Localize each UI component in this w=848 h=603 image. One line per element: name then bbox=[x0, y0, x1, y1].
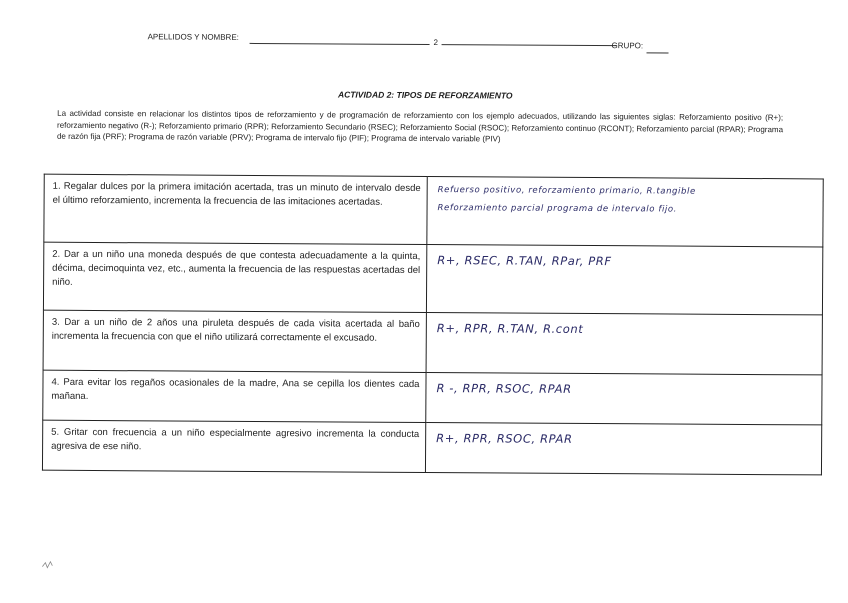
answer-cell bbox=[426, 245, 822, 315]
table-row bbox=[42, 420, 821, 475]
handwritten-answer: R+, RPR, R.TAN, R.cont bbox=[436, 321, 584, 336]
handwritten-answer: Reforzamiento parcial programa de intervalo fijo. bbox=[437, 203, 678, 215]
handwritten-answer: R+, RPR, RSOC, RPAR bbox=[436, 431, 573, 446]
question-cell: 2. Dar a un niño una moneda después de que contesta adecuadamente a la quinta, décima, decimoquinta vez, etc., aumenta la frecuencia de las respuestas acertadas del niño. bbox=[43, 242, 426, 312]
question-cell: 3. Dar a un niño de 2 años una piruleta después de cada visita acertada al baño incrementa la frecuencia con que el niño utilizará correctamente el excusado. bbox=[43, 310, 426, 372]
instructions: La actividad consiste en relacionar los distintos tipos de reforzamiento y de programación de reforzamiento con los ejemplo adecuados, utilizando las siguientes siglas: Reforzamiento positivo (R+); reforzamiento negativo (R-); Reforzamiento primario (RPR); Reforzamiento Secundario (RSEC); Reforzamiento Social (RSOC); Reforzamiento continuo (RCONT); Reforzamiento parcial (RPAR); Programa de razón fija (PRF); Programa de razón variable (PRV); Programa de intervalo fijo (PIF); Programa de intervalo variable (PIV) bbox=[56, 108, 784, 144]
question-cell: 1. Regalar dulces por la primera imitación acertada, tras un minuto de intervalo desde el último reforzamiento, incrementa la frecuencia de las imitaciones acertadas. bbox=[44, 174, 427, 244]
table-row bbox=[43, 370, 822, 425]
group-label: GRUPO: bbox=[611, 41, 644, 51]
margin-scribble bbox=[40, 558, 54, 572]
table-row bbox=[43, 242, 822, 315]
answer-cell bbox=[426, 313, 822, 375]
page-number: 2 bbox=[433, 38, 439, 48]
table-row bbox=[44, 174, 823, 247]
answer-cell bbox=[427, 177, 823, 247]
table-row bbox=[43, 310, 822, 375]
answer-cell bbox=[426, 373, 822, 425]
activity-title: ACTIVIDAD 2: TIPOS DE REFORZAMIENTO bbox=[337, 89, 513, 101]
handwritten-answer: R -, RPR, RSOC, RPAR bbox=[436, 381, 572, 396]
handwritten-answer: R+, RSEC, R.TAN, RPar, PRF bbox=[437, 253, 612, 269]
name-line bbox=[250, 43, 430, 45]
group-line bbox=[647, 52, 669, 53]
question-cell: 4. Para evitar los regaños ocasionales de la madre, Ana se cepilla los dientes cada mañana. bbox=[43, 370, 426, 422]
question-cell: 5. Gritar con frecuencia a un niño especialmente agresivo incrementa la conducta agresiva de ese niño. bbox=[42, 420, 425, 472]
name-label: APELLIDOS Y NOMBRE: bbox=[147, 32, 239, 42]
name-line-continued bbox=[442, 44, 617, 46]
answer-cell bbox=[425, 423, 821, 475]
handwritten-answer: Refuerso positivo, reforzamiento primario, R.tangible bbox=[437, 185, 696, 197]
page-header bbox=[142, 32, 702, 51]
activity-table bbox=[42, 174, 824, 476]
